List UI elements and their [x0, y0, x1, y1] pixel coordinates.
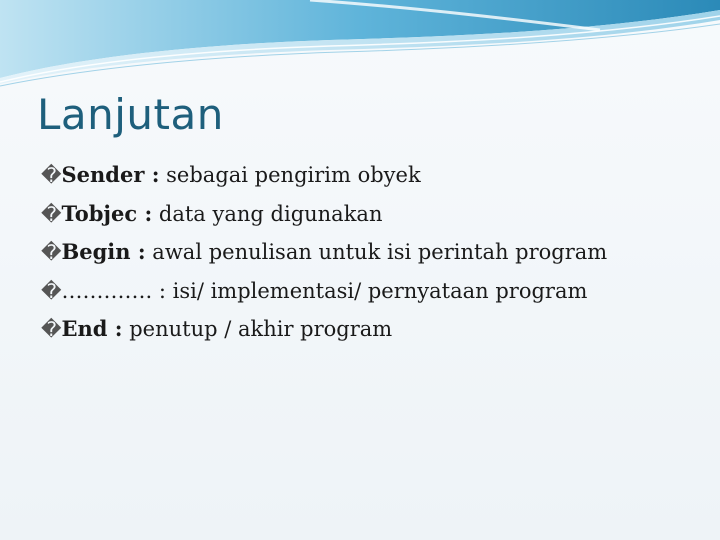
- list-item: [41, 272, 711, 311]
- bullet-term: End :: [61, 316, 123, 341]
- bullet-text: …………. : isi/ implementasi/ pernyataan program: [61, 278, 588, 303]
- bullet-term: Begin :: [61, 239, 146, 264]
- slide-title: Lanjutan: [37, 90, 224, 139]
- bullet-glyph-icon: �: [41, 163, 62, 187]
- bullet-text: penutup / akhir program: [122, 317, 393, 341]
- list-item: [41, 310, 711, 349]
- bullet-glyph-icon: �: [41, 317, 62, 341]
- list-item: [41, 233, 711, 272]
- bullet-text: data yang digunakan: [152, 201, 383, 226]
- bullet-text: awal penulisan untuk isi perintah program: [145, 240, 608, 264]
- list-item: [41, 156, 711, 195]
- bullet-glyph-icon: �: [41, 278, 62, 303]
- list-item: [41, 195, 711, 234]
- bullet-text: sebagai pengirim obyek: [159, 163, 421, 187]
- bullet-glyph-icon: �: [41, 240, 62, 264]
- header-wave-decoration: [0, 0, 720, 90]
- bullet-term: Tobjec :: [61, 200, 153, 226]
- bullet-term: Sender :: [61, 162, 160, 187]
- bullet-list: [41, 156, 711, 349]
- bullet-glyph-icon: �: [41, 201, 62, 226]
